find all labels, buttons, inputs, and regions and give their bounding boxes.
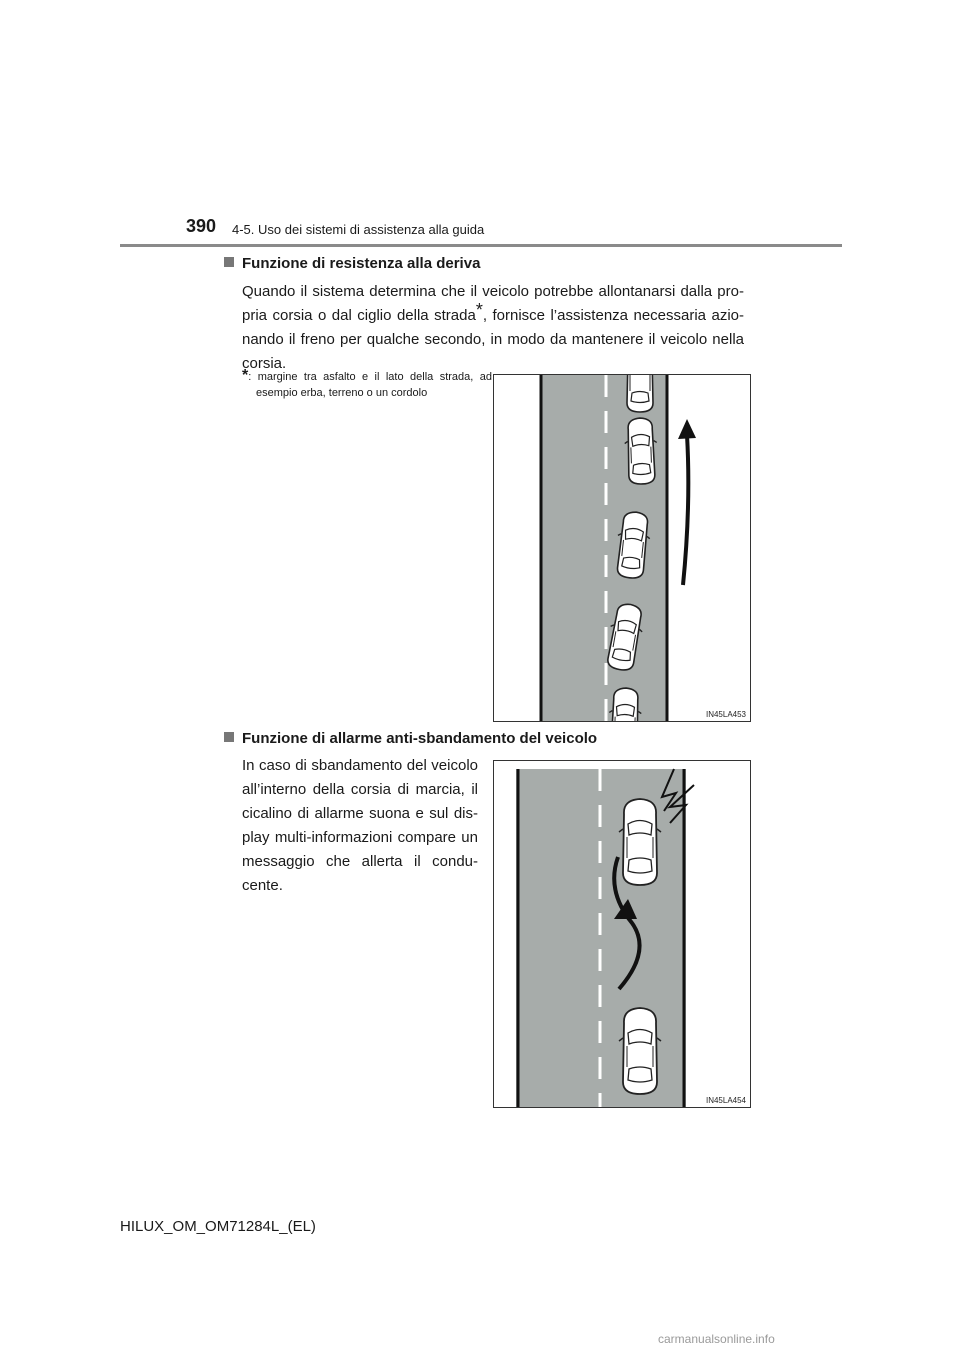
drift-heading-text: Funzione di resistenza alla deriva [242, 255, 481, 272]
document-id: HILUX_OM_OM71284L_(EL) [120, 1218, 316, 1235]
heading-bullet-icon [224, 257, 234, 267]
footnote-text: : margine tra asfalto e il lato della strada, ad esempio erba, terreno o un cordolo [248, 371, 492, 399]
car-icon [624, 417, 658, 484]
drift-illustration [494, 375, 750, 721]
figure-code: IN45LA453 [705, 710, 746, 719]
drift-text-after: , fornisce l’assistenza necessaria azio-nando il freno per qualche secondo, in modo da mantenere il veicolo nella corsia. [242, 307, 745, 372]
footnote-mark: * [242, 367, 249, 384]
watermark: carmanualsonline.info [658, 1332, 775, 1346]
sway-heading-text: Funzione di allarme anti-sbandamento del veicolo [242, 730, 598, 747]
arrow-head-icon [678, 419, 696, 439]
header-divider [120, 244, 842, 247]
car-icon [619, 1008, 661, 1094]
page-number: 390 [186, 216, 217, 236]
car-icon [624, 375, 656, 412]
sway-figure [493, 760, 751, 1108]
footnote [242, 368, 492, 401]
sway-heading [224, 730, 597, 747]
figure-code: IN45LA454 [705, 1096, 746, 1105]
drift-figure [493, 374, 751, 722]
footnote-star: * [475, 300, 483, 320]
drift-heading [224, 255, 480, 272]
sway-illustration [494, 761, 750, 1107]
heading-bullet-icon [224, 732, 234, 742]
sway-paragraph: In caso di sbandamento del veicolo all’interno della corsia di marcia, il cicalino di allarme suona e sul dis-play multi-informazioni compare un messaggio che allerta il condu-cente. [242, 757, 478, 894]
drift-paragraph [242, 280, 744, 376]
section-title: 4-5. Uso dei sistemi di assistenza alla guida [232, 222, 485, 237]
car-icon [619, 799, 661, 885]
drift-text-before: Quando il sistema determina che il veicolo potrebbe allontanarsi dalla pro-pria corsia o dal ciglio della strada [242, 283, 744, 324]
correction-arrow-icon [683, 435, 688, 585]
